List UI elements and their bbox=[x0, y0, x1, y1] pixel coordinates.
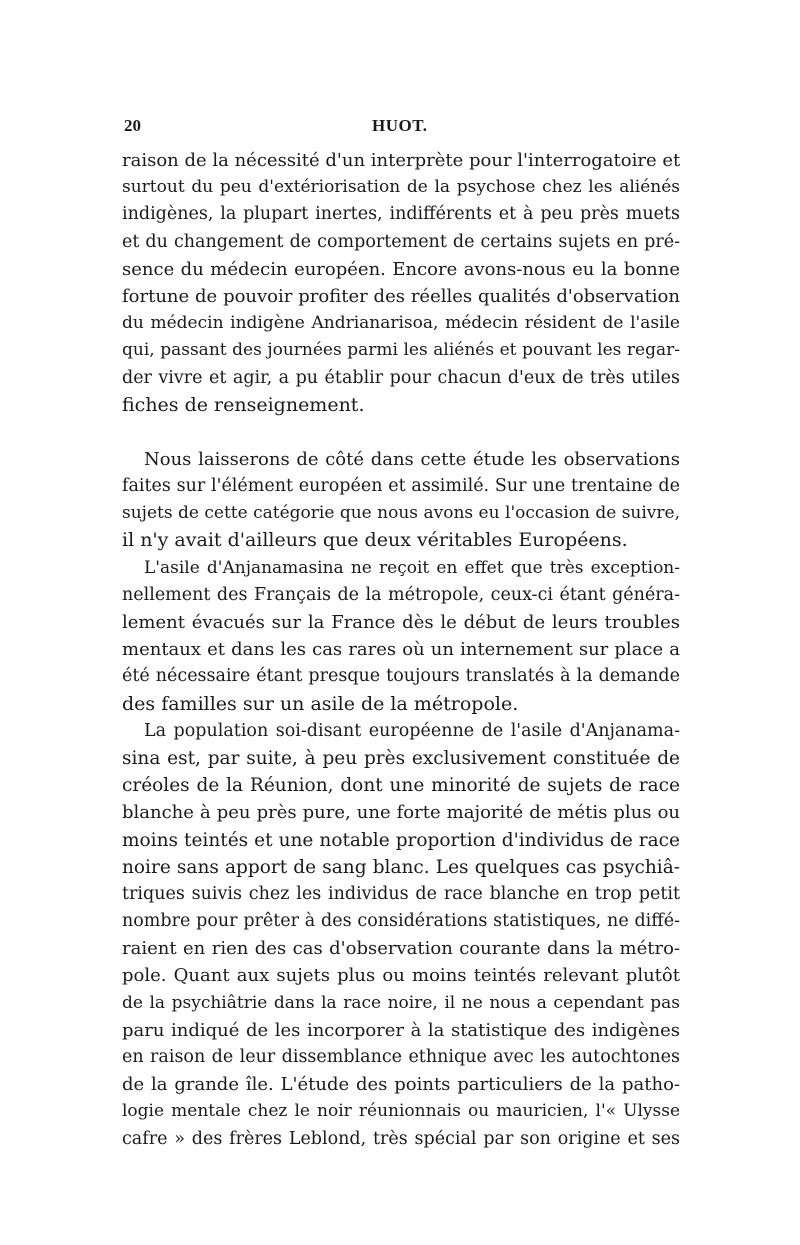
paragraph bbox=[122, 718, 680, 1153]
text-line: sujets de cette catégorie que nous avons eu l'occasion de suivre, bbox=[122, 503, 680, 524]
text-line: des familles sur un asile de la métropole. bbox=[122, 692, 519, 715]
text-line: fiches de renseignement. bbox=[122, 393, 365, 416]
text-line: surtout du peu d'extériorisation de la psychose chez les aliénés bbox=[122, 177, 680, 198]
text-line: nellement des Français de la métropole, ceux-ci étant généra- bbox=[122, 584, 680, 605]
text-line: du médecin indigène Andrianarisoa, médecin résident de l'asile bbox=[122, 313, 680, 334]
text-line: pole. Quant aux sujets plus ou moins teintés relevant plutôt bbox=[122, 965, 680, 987]
text-line: sence du médecin européen. Encore avons-nous eu la bonne bbox=[122, 258, 680, 280]
text-line: en raison de leur dissemblance ethnique avec les autochtones bbox=[122, 1047, 680, 1067]
text-line: raison de la nécessité d'un interprète pour l'interrogatoire et bbox=[122, 150, 680, 171]
text-line: créoles de la Réunion, dont une minorité de sujets de race bbox=[122, 775, 680, 797]
text-line: raient en rien des cas d'observation courante dans la métro- bbox=[122, 938, 680, 960]
text-line: Nous laisserons de côté dans cette étude les observations bbox=[144, 448, 680, 470]
text-line: noire sans apport de sang blanc. Les quelques cas psychiâ- bbox=[122, 856, 680, 878]
text-line: de la psychiâtrie dans la race noire, il ne nous a cependant pas bbox=[122, 992, 680, 1013]
text-line: der vivre et agir, a pu établir pour chacun d'eux de très utiles bbox=[122, 367, 680, 388]
text-line: logie mentale chez le noir réunionnais ou mauricien, l'« Ulysse bbox=[122, 1101, 680, 1122]
text-line: nombre pour prêter à des considérations statistiques, ne diffé- bbox=[122, 911, 680, 932]
text-line: faites sur l'élément européen et assimilé. Sur une trentaine de bbox=[122, 476, 680, 497]
text-line: La population soi-disant européenne de l'asile d'Anjanama- bbox=[144, 720, 680, 741]
paragraph bbox=[122, 555, 680, 718]
text-line: il n'y avait d'ailleurs que deux véritables Européens. bbox=[122, 529, 628, 552]
text-line: de la grande île. L'étude des points particuliers de la patho- bbox=[122, 1074, 680, 1096]
text-line: blanche à peu près pure, une forte majorité de métis plus ou bbox=[122, 802, 680, 824]
text-line: et du changement de comportement de certains sujets en pré- bbox=[122, 231, 680, 252]
text-line: qui, passant des journées parmi les aliénés et pouvant les regar- bbox=[122, 340, 680, 361]
text-line: fortune de pouvoir profiter des réelles qualités d'observation bbox=[122, 285, 680, 307]
running-head bbox=[124, 116, 680, 140]
text-line: cafre » des frères Leblond, très spécial par son origine et ses bbox=[122, 1128, 680, 1149]
text-line: triques suivis chez les individus de race blanche en trop petit bbox=[122, 883, 680, 904]
text-line: indigènes, la plupart inertes, indifférents et à peu près muets bbox=[122, 204, 680, 225]
text-line: moins teintés et une notable proportion d'individus de race bbox=[122, 829, 680, 851]
body-text bbox=[122, 147, 680, 1153]
text-line: été nécessaire étant presque toujours translatés à la demande bbox=[122, 666, 680, 687]
page-number: 20 bbox=[124, 116, 141, 135]
text-line: mentaux et dans les cas rares où un internement sur place a bbox=[122, 639, 680, 661]
paragraph bbox=[122, 147, 680, 419]
paragraph bbox=[122, 446, 680, 555]
text-line: lement évacués sur la France dès le début de leurs troubles bbox=[122, 612, 680, 633]
text-line: L'asile d'Anjanamasina ne reçoit en effet que très exception- bbox=[144, 557, 680, 578]
text-line: sina est, par suite, à peu près exclusivement constituée de bbox=[122, 747, 680, 769]
text-line: paru indiqué de les incorporer à la statistique des indigènes bbox=[122, 1019, 680, 1041]
section-gap bbox=[122, 419, 680, 446]
running-title: HUOT. bbox=[372, 116, 428, 135]
